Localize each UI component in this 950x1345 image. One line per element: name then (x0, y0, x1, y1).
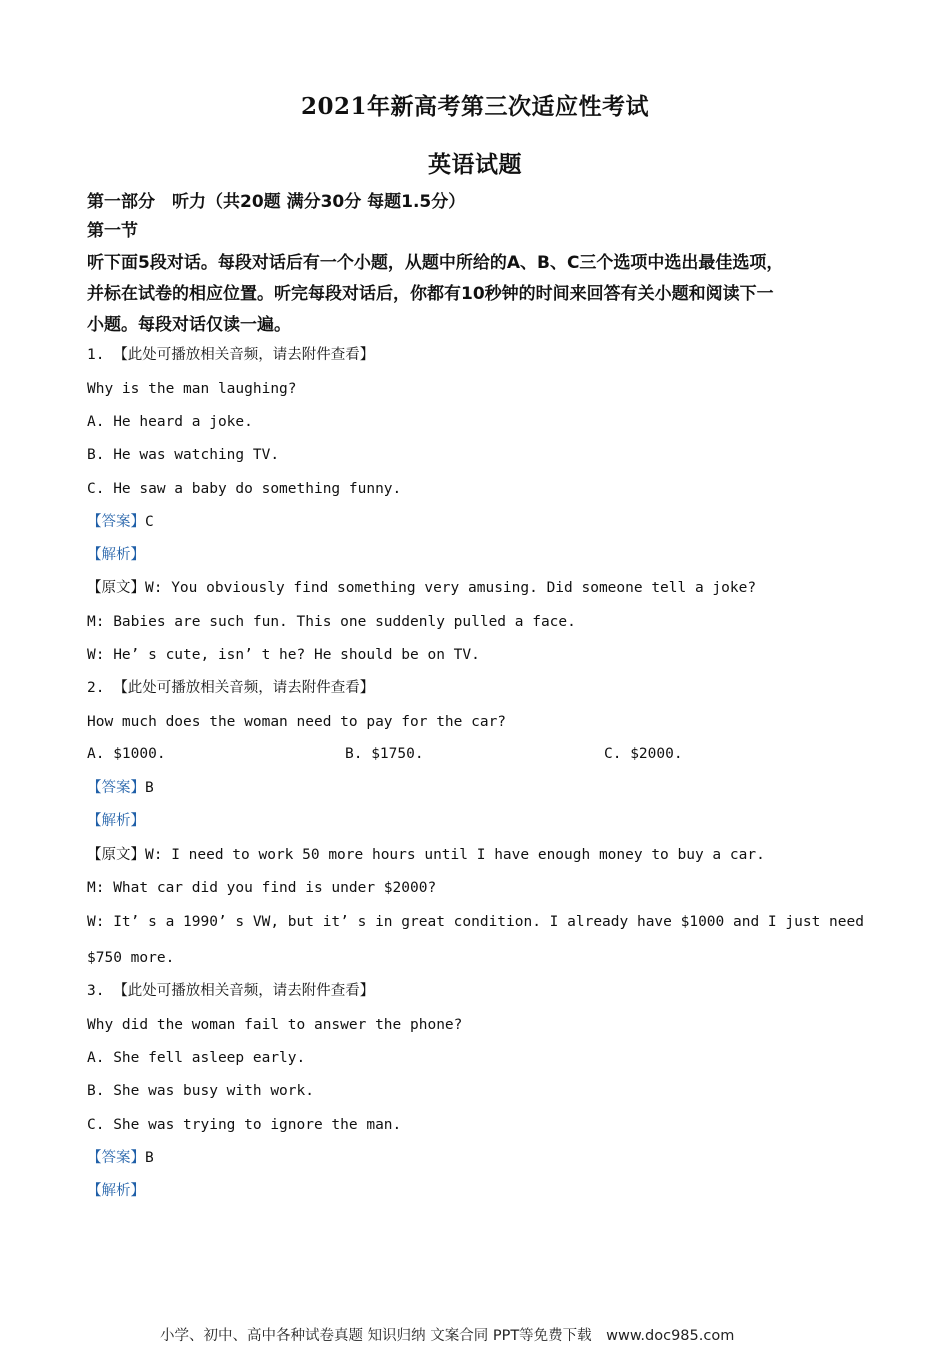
q2-transcript-label: 【原文】 (87, 847, 145, 863)
page-footer: 小学、初中、高中各种试卷真题 知识归纳 文案合同 PPT等免费下载 www.doc985.com (160, 1328, 735, 1344)
q2-option-c: C. $2000. (604, 746, 683, 762)
q1-transcript-text-1: W: You obviously find something very amusing. Did someone tell a joke? (145, 580, 757, 596)
part-heading: 第一部分 听力（共20题 满分30分 每题1.5分） (87, 192, 466, 212)
q1-transcript-3: W: He’ s cute, isn’ t he? He should be on TV. (87, 647, 480, 663)
q1-answer-value: C (145, 514, 154, 530)
q2-transcript-4: $750 more. (87, 950, 175, 966)
q2-answer-value: B (145, 780, 154, 796)
q1-audio-link[interactable]: 【此处可播放相关音频，请去附件查看】 (113, 347, 375, 363)
q3-option-b: B. She was busy with work. (87, 1083, 314, 1099)
q2-answer-label: 【答案】 (87, 780, 145, 796)
instructions-line-2: 并标在试卷的相应位置。听完每段对话后，你都有10秒钟的时间来回答有关小题和阅读下一 (87, 284, 774, 304)
q3-audio-link[interactable]: 【此处可播放相关音频，请去附件查看】 (113, 983, 375, 999)
q1-transcript-2: M: Babies are such fun. This one suddenly pulled a face. (87, 614, 576, 630)
q1-header (87, 346, 374, 364)
q1-question: Why is the man laughing? (87, 381, 297, 397)
q3-answer-value: B (145, 1150, 154, 1166)
q2-number: 2. (87, 680, 105, 696)
q3-answer (87, 1149, 154, 1167)
q1-option-c: C. He saw a baby do something funny. (87, 481, 402, 497)
q1-option-a: A. He heard a joke. (87, 414, 253, 430)
q2-option-b: B. $1750. (345, 746, 424, 762)
q3-header (87, 982, 374, 1000)
q1-option-b: B. He was watching TV. (87, 447, 280, 463)
instructions-line-1: 听下面5段对话。每段对话后有一个小题，从题中所给的A、B、C三个选项中选出最佳选项， (87, 253, 784, 273)
q2-header (87, 679, 374, 697)
q3-option-c: C. She was trying to ignore the man. (87, 1117, 402, 1133)
q2-answer (87, 779, 154, 797)
q2-analysis-label: 【解析】 (87, 813, 145, 829)
q3-option-a: A. She fell asleep early. (87, 1050, 306, 1066)
q3-answer-label: 【答案】 (87, 1150, 145, 1166)
q3-question: Why did the woman fail to answer the phone? (87, 1017, 463, 1033)
q1-transcript-1 (87, 579, 756, 597)
exam-subject: 英语试题 (428, 151, 522, 178)
q2-question: How much does the woman need to pay for the car? (87, 714, 507, 730)
q2-transcript-2: M: What car did you find is under $2000? (87, 880, 437, 896)
q2-transcript-text-1: W: I need to work 50 more hours until I have enough money to buy a car. (145, 847, 765, 863)
exam-title: 2021年新高考第三次适应性考试 (300, 93, 649, 120)
q2-option-a: A. $1000. (87, 746, 166, 762)
q1-answer (87, 513, 154, 531)
q1-transcript-label: 【原文】 (87, 580, 145, 596)
q1-answer-label: 【答案】 (87, 514, 145, 530)
q1-analysis-label: 【解析】 (87, 547, 145, 563)
q3-analysis-label: 【解析】 (87, 1183, 145, 1199)
section-heading: 第一节 (87, 221, 138, 241)
q2-audio-link[interactable]: 【此处可播放相关音频，请去附件查看】 (113, 680, 375, 696)
q1-number: 1. (87, 347, 105, 363)
q2-transcript-3: W: It’ s a 1990’ s VW, but it’ s in great condition. I already have $1000 and I just need (87, 914, 864, 930)
instructions-line-3: 小题。每段对话仅读一遍。 (87, 315, 291, 335)
q3-number: 3. (87, 983, 105, 999)
q2-transcript-1 (87, 846, 765, 864)
